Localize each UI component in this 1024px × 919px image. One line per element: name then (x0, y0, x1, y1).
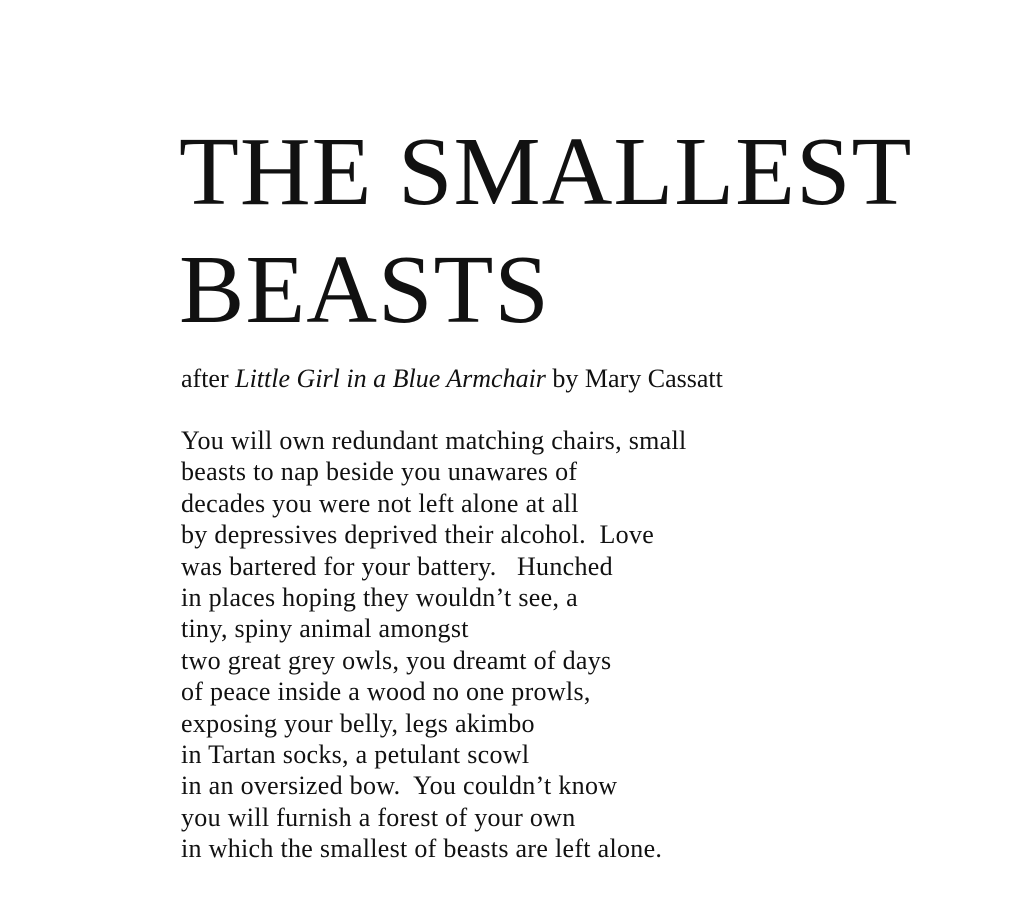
poem-body (181, 425, 687, 865)
poem-line: exposing your belly, legs akimbo (181, 708, 535, 738)
dedication-suffix: by Mary Cassatt (545, 364, 723, 393)
poem-line: was bartered for your battery. Hunched (181, 551, 613, 581)
poem-line: in Tartan socks, a petulant scowl (181, 740, 530, 770)
poem-title-line-1: THE SMALLEST (179, 118, 913, 226)
poem-line: in places hoping they wouldn’t see, a (181, 583, 578, 613)
poem-line: tiny, spiny animal amongst (181, 614, 469, 644)
poem-line: you will furnish a forest of your own (181, 802, 576, 832)
dedication-prefix: after (181, 364, 236, 393)
poem-line: in which the smallest of beasts are left alone. (181, 834, 663, 864)
poem-title-line-2: BEASTS (179, 236, 550, 344)
poem-line: beasts to nap beside you unawares of (181, 457, 578, 487)
poem-line: two great grey owls, you dreamt of days (181, 645, 612, 675)
dedication-artwork-title: Little Girl in a Blue Armchair (235, 364, 546, 393)
poem-title (179, 113, 912, 349)
poem-line: of peace inside a wood no one prowls, (181, 677, 591, 707)
poem-line: decades you were not left alone at all (181, 488, 579, 518)
poem-line: You will own redundant matching chairs, small (181, 426, 687, 455)
poem-line: in an oversized bow. You couldn’t know (181, 771, 618, 801)
poem-dedication (181, 363, 723, 395)
poem-line: by depressives deprived their alcohol. Love (181, 520, 655, 550)
